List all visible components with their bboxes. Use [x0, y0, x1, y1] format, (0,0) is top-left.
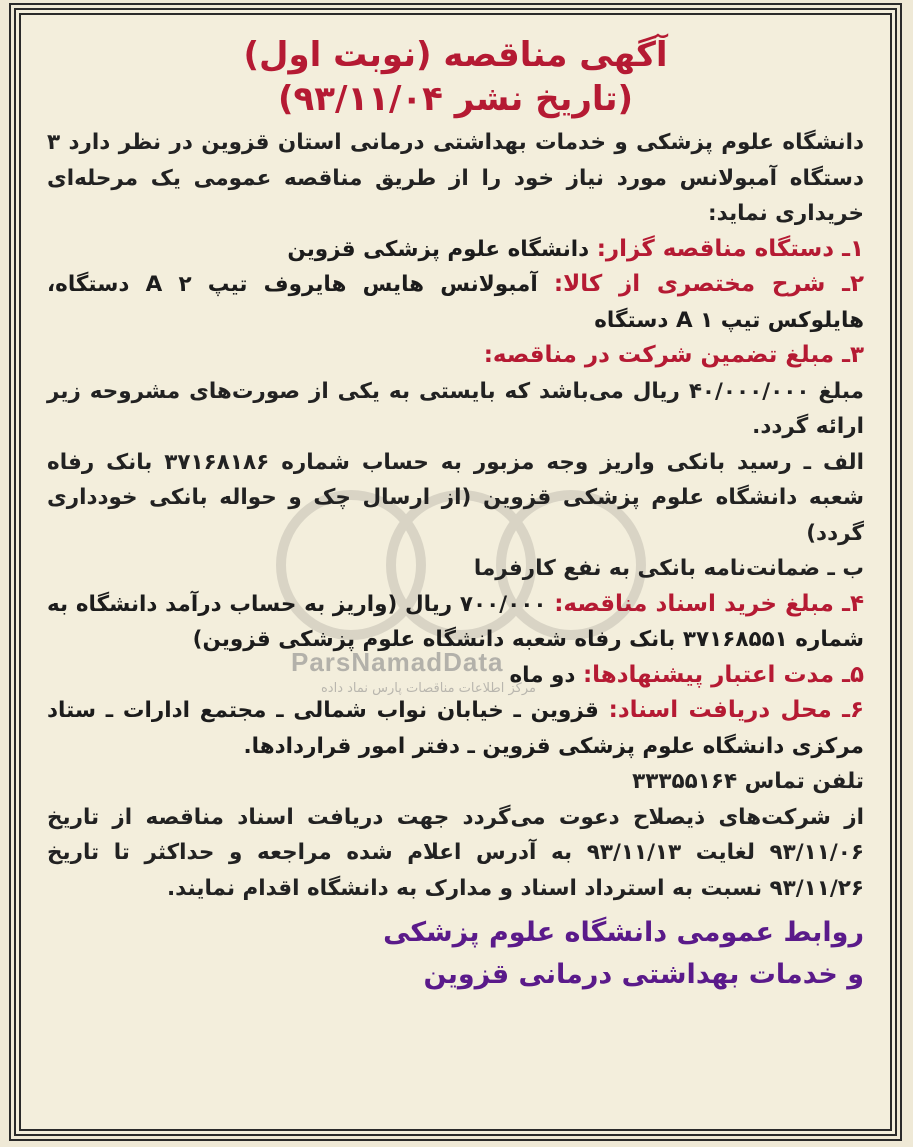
watermark-sub: مرکز اطلاعات مناقصات پارس نماد داده [321, 681, 536, 696]
item-1 [47, 232, 864, 268]
item-4 [47, 587, 864, 658]
item-3-text: مبلغ ۴۰/۰۰۰/۰۰۰ ریال می‌باشد که بایستی به یکی از صورت‌های مشروحه زیر ارائه گردد. [47, 378, 864, 439]
notice-content [47, 33, 864, 996]
item-4-text: ۷۰۰/۰۰۰ ریال (واریز به حساب درآمد دانشگاه به شماره ۳۷۱۶۸۵۵۱ بانک رفاه شعبه دانشگاه علوم پزشکی قزوین) [47, 591, 864, 652]
item-1-text: دانشگاه علوم پزشکی قزوین [287, 236, 590, 262]
item-2-heading: ۲ـ شرح مختصری از کالا: [553, 271, 864, 297]
item-2 [47, 267, 864, 338]
item-6 [47, 693, 864, 764]
item-4-heading: ۴ـ مبلغ خرید اسناد مناقصه: [554, 590, 864, 617]
item-3 [47, 338, 864, 374]
item-3-heading: ۳ـ مبلغ تضمین شرکت در مناقصه: [483, 342, 864, 368]
item-1-heading: ۱ـ دستگاه مناقصه گزار: [596, 235, 864, 262]
footer-line-1: روابط عمومی دانشگاه علوم پزشکی [383, 917, 864, 948]
item-3-option-a: الف ـ رسید بانکی واریز وجه مزبور به حساب شماره ۳۷۱۶۸۱۸۶ بانک رفاه شعبه دانشگاه علوم پزشکی قزوین (از ارسال چک و حواله بانکی خودداری گردد) [47, 449, 864, 546]
notice-title: آگهی مناقصه (نوبت اول) [243, 35, 668, 75]
publish-date: (تاریخ نشر ۹۳/۱۱/۰۴) [277, 79, 633, 119]
item-3-option-b: ب ـ ضمانت‌نامه بانکی به نفع کارفرما [473, 556, 864, 581]
watermark-brand: ParsNamadData [291, 647, 504, 677]
contact-phone: تلفن تماس ۳۳۳۵۵۱۶۴ [632, 769, 864, 794]
footer-line-2: و خدمات بهداشتی درمانی قزوین [423, 959, 864, 990]
item-2-text: آمبولانس هایس هایروف تیپ A ۲ دستگاه، هایلوکس تیپ A ۱ دستگاه [47, 272, 864, 333]
item-6-text: قزوین ـ خیابان نواب شمالی ـ مجتمع ادارات ـ ستاد مرکزی دانشگاه علوم پزشکی قزوین ـ دفتر امور قراردادها. [47, 698, 864, 759]
item-5-heading: ۵ـ مدت اعتبار پیشنهادها: [582, 661, 864, 688]
footer-signature [47, 912, 864, 996]
closing-paragraph: از شرکت‌های ذیصلاح دعوت می‌گردد جهت دریافت اسناد مناقصه از تاریخ ۹۳/۱۱/۰۶ لغایت ۹۳/۱۱/۱۳ به آدرس اعلام شده مراجعه و حداکثر تا تاریخ ۹۳/۱۱/۲۶ نسبت به استرداد اسناد و مدارک به دانشگاه اقدام نمایند. [47, 804, 864, 901]
item-5 [47, 658, 864, 694]
intro-paragraph: دانشگاه علوم پزشکی و خدمات بهداشتی درمانی استان قزوین در نظر دارد ۳ دستگاه آمبولانس مورد نیاز خود را از طریق مناقصه عمومی یک مرحله‌ای خریداری نماید: [47, 130, 864, 226]
item-6-heading: ۶ـ محل دریافت اسناد: [608, 697, 864, 723]
item-5-text: دو ماه [509, 662, 576, 688]
notice-frame [14, 8, 897, 1136]
